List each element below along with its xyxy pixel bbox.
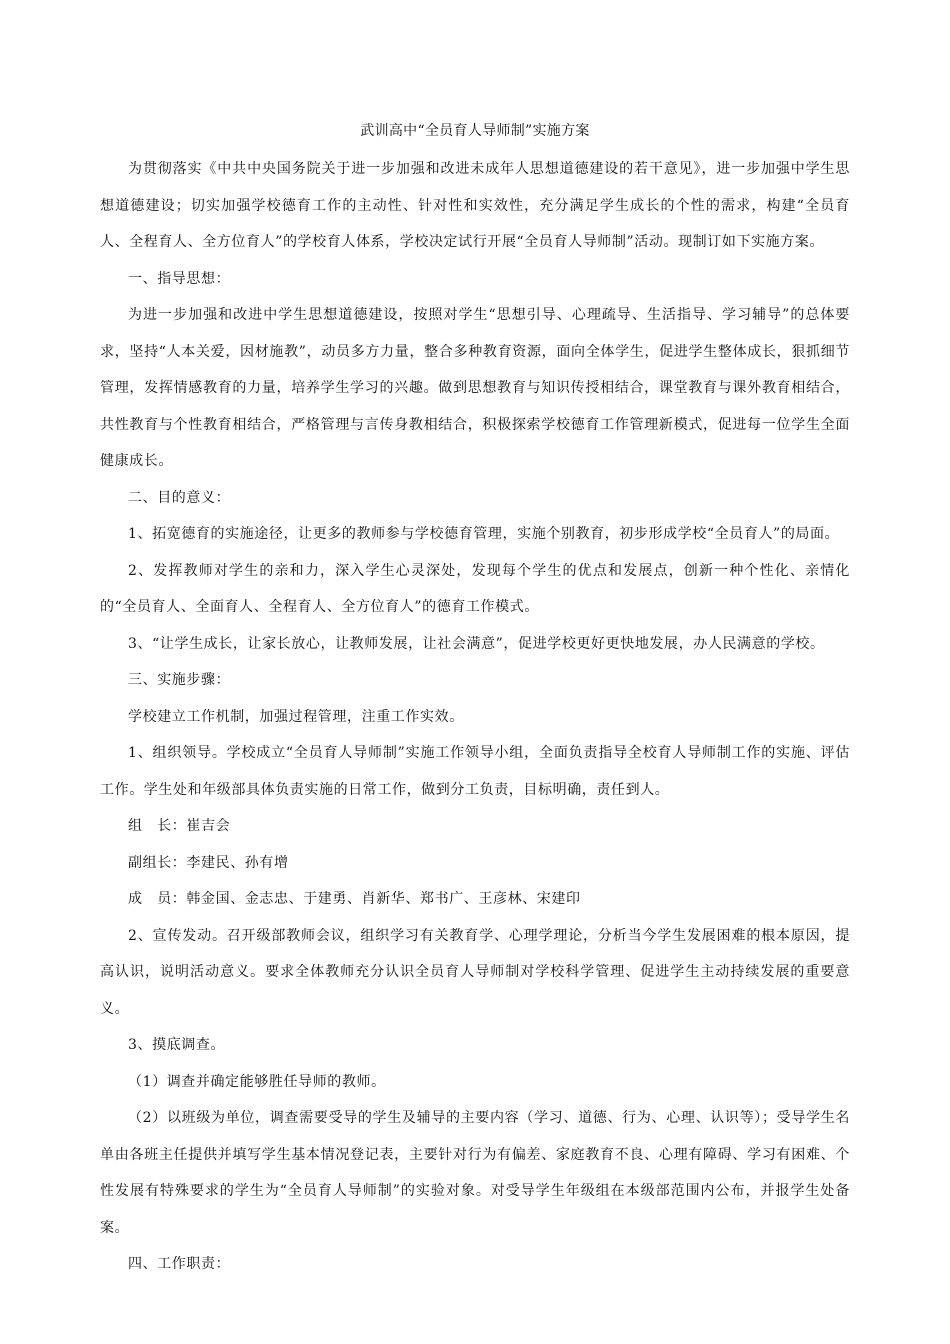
step-2-publicity: 2、宣传发动。召开级部教师会议，组织学习有关教育学、心理学理论，分析当今学生发展困难的根本原因，提高认识，说明活动意义。要求全体教师充分认识全员育人导师制对学校科学管理、促进学生主动持续发展的重要意义。 bbox=[100, 927, 850, 1017]
purpose-item-2: 2、发挥教师对学生的亲和力，深入学生心灵深处，发现每个学生的优点和发展点，创新一种个性化、亲情化的“全员育人、全面育人、全程育人、全方位育人”的德育工作模式。 bbox=[100, 562, 850, 615]
step-3-survey: 3、摸底调查。 bbox=[128, 1037, 226, 1053]
deputy-leader-line: 副组长：李建民、孙有增 bbox=[128, 854, 289, 871]
intro-paragraph: 为贯彻落实《中共中央国务院关于进一步加强和改进未成年人思想道德建设的若干意见》，进一步加强中学生思想道德建设；切实加强学校德育工作的主动性、针对性和实效性，充分满足学生成长的个性的需求，构建“全员育人、全程育人、全方位育人”的学校育人体系，学校决定试行开展“全员育人导师制”活动。现制订如下实施方案。 bbox=[100, 161, 850, 250]
document-body bbox=[100, 151, 850, 1283]
members-line: 成 员：韩金国、金志忠、于建勇、肖新华、郑书广、王彦林、宋建印 bbox=[128, 891, 581, 907]
group-leader-line: 组 长：崔吉会 bbox=[128, 818, 231, 834]
steps-intro-paragraph: 学校建立工作机制，加强过程管理，注重工作实效。 bbox=[128, 708, 464, 725]
section-heading-guiding-ideology: 一、指导思想： bbox=[128, 270, 231, 287]
section-heading-duties: 四、工作职责： bbox=[128, 1256, 231, 1272]
purpose-item-1: 1、拓宽德育的实施途径，让更多的教师参与学校德育管理，实施个别教育，初步形成学校“全员育人”的局面。 bbox=[128, 526, 840, 542]
step-1-organization: 1、组织领导。学校成立“全员育人导师制”实施工作领导小组，全面负责指导全校育人导师制工作的实施、评估工作。学生处和年级部具体负责实施的日常工作，做到分工负责，目标明确，责任到人。 bbox=[100, 745, 850, 798]
purpose-item-3: 3、“让学生成长，让家长放心，让教师发展，让社会满意”，促进学校更好更快地发展，办人民满意的学校。 bbox=[128, 635, 825, 652]
guiding-ideology-paragraph: 为进一步加强和改进中学生思想道德建设，按照对学生“思想引导、心理疏导、生活指导、学习辅导”的总体要求，坚持“人本关爱，因材施教”，动员多方力量，整合多种教育资源，面向全体学生，促进学生整体成长，狠抓细节管理，发挥情感教育的力量，培养学生学习的兴趣。做到思想教育与知识传授相结合，课堂教育与课外教育相结合，共性教育与个性教育相结合，严格管理与言传身教相结合，积极探索学校德育工作管理新模式，促进每一位学生全面健康成长。 bbox=[100, 307, 850, 469]
survey-item-2: （2）以班级为单位，调查需要受导的学生及辅导的主要内容（学习、道德、行为、心理、认识等）；受导学生名单由各班主任提供并填写学生基本情况登记表，主要针对行为有偏差、家庭教育不良、心理有障碍、学习有困难、个性发展有特殊要求的学生为“全员育人导师制”的实验对象。对受导学生年级组在本级部范围内公布，并报学生处备案。 bbox=[100, 1110, 850, 1236]
survey-item-1: （1）调查并确定能够胜任导师的教师。 bbox=[128, 1073, 386, 1090]
document-title: 武训高中“全员育人导师制”实施方案 bbox=[360, 123, 590, 139]
section-heading-steps: 三、实施步骤： bbox=[128, 672, 231, 688]
section-heading-purpose: 二、目的意义： bbox=[128, 489, 231, 506]
